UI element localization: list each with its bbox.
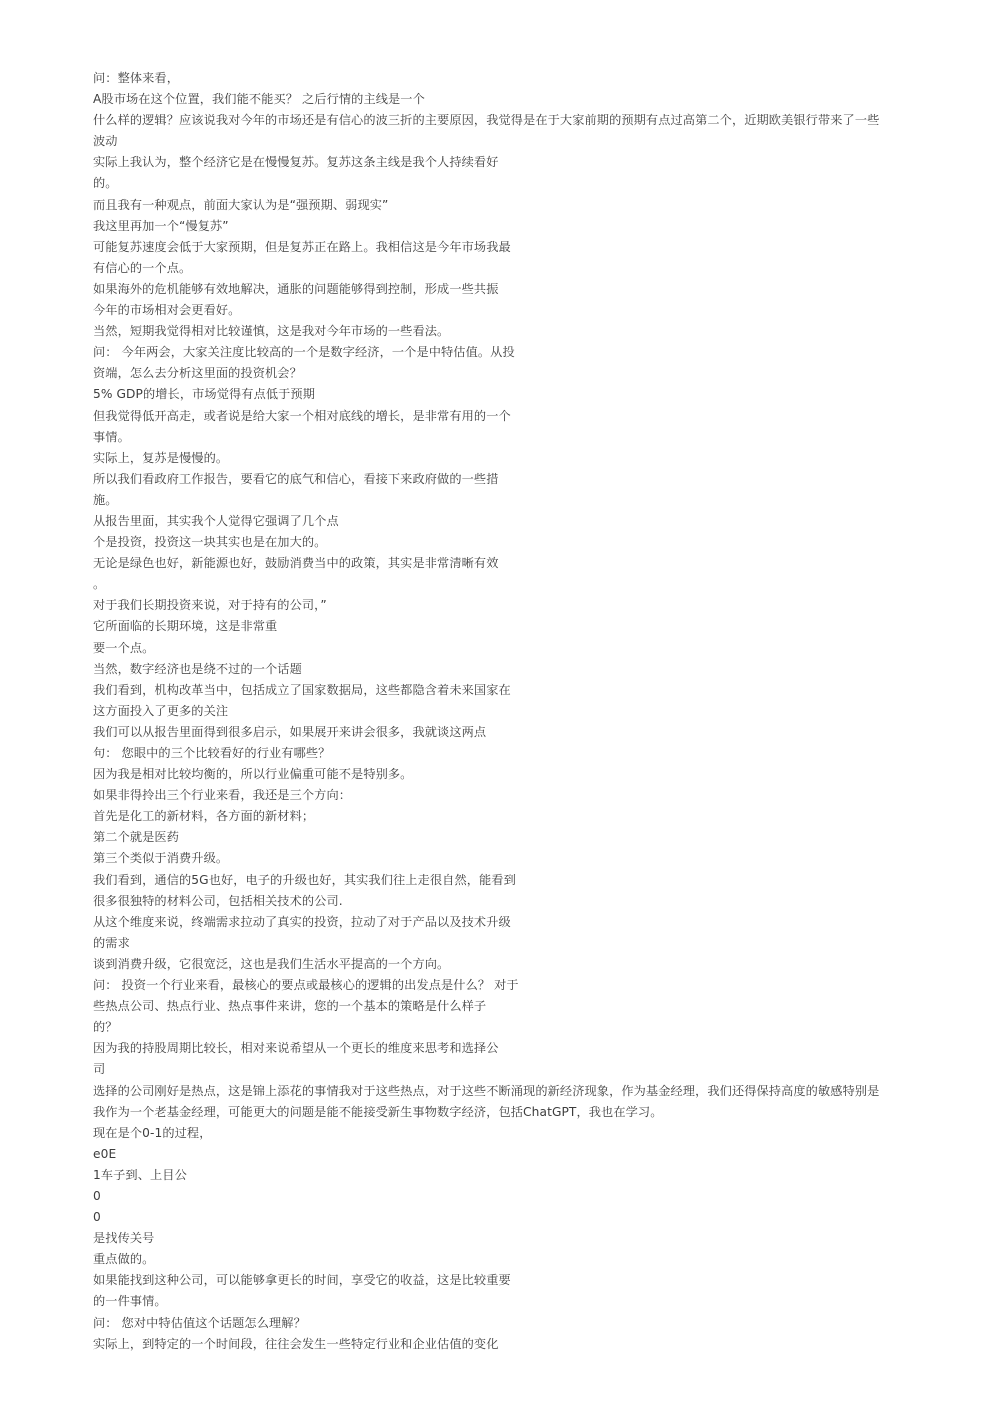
- text-line: 。: [93, 577, 106, 592]
- text-line: 它所面临的长期环境，这是非常重: [93, 619, 278, 634]
- text-line: 些热点公司、热点行业、热点事件来讲，您的一个基本的策略是什么样子: [93, 999, 487, 1014]
- text-line: 问： 您对中特估值这个话题怎么理解？: [93, 1315, 306, 1330]
- text-line: 的。: [93, 176, 118, 191]
- text-line: 首先是化工的新材料，各方面的新材料；: [93, 809, 315, 824]
- text-line: 事情。: [93, 429, 130, 444]
- text-line: 很多很独特的材料公司，包括相关技术的公司.: [93, 893, 343, 908]
- text-line: 我们看到，通信的5G也好，电子的升级也好，其实我们往上走很自然，能看到: [93, 872, 516, 887]
- text-line: 0: [93, 1210, 101, 1225]
- text-line: 因为我是相对比较均衡的，所以行业偏重可能不是特别多。: [93, 767, 413, 782]
- text-line: 司: [93, 1062, 106, 1077]
- text-line: 我这里再加一个“慢复苏”: [93, 218, 229, 233]
- text-line: 当然，数字经济也是绕不过的一个话题: [93, 661, 302, 676]
- text-line: A股市场在这个位置，我们能不能买？ 之后行情的主线是一个: [93, 92, 425, 107]
- document-body: [93, 68, 963, 1355]
- text-line: 重点做的。: [93, 1252, 155, 1267]
- text-line: 我们可以从报告里面得到很多启示，如果展开来讲会很多，我就谈这两点: [93, 724, 487, 739]
- text-line: 所以我们看政府工作报告，要看它的底气和信心，看接下来政府做的一些措: [93, 471, 499, 486]
- text-line: 的一件事情。: [93, 1294, 167, 1309]
- text-line: 问： 投资一个行业来看，最核心的要点或最核心的逻辑的出发点是什么？ 对于: [93, 978, 519, 993]
- text-line: 实际上我认为，整个经济它是在慢慢复苏。复苏这条主线是我个人持续看好: [93, 155, 499, 170]
- text-line: 问： 今年两会，大家关注度比较高的一个是数字经济，一个是中特估值。从投: [93, 345, 515, 360]
- text-line: 从报告里面，其实我个人觉得它强调了几个点: [93, 513, 339, 528]
- text-line: 如果能找到这种公司，可以能够拿更长的时间，享受它的收益，这是比较重要: [93, 1273, 511, 1288]
- text-line: 实际上，到特定的一个时间段，往往会发生一些特定行业和企业估值的变化: [93, 1336, 499, 1351]
- text-line: 如果海外的危机能够有效地解决，通胀的问题能够得到控制，形成一些共振: [93, 281, 499, 296]
- text-line: 0: [93, 1188, 101, 1203]
- text-line: 的？: [93, 1020, 118, 1035]
- text-line: 什么样的逻辑？应该说我对今年的市场还是有信心的波三折的主要原因，我觉得是在于大家前期的预期有点过高第二个，近期欧美银行带来了一些: [93, 113, 880, 128]
- text-line: 无论是绿色也好，新能源也好，鼓励消费当中的政策，其实是非常清晰有效: [93, 556, 499, 571]
- text-line: 这方面投入了更多的关注: [93, 703, 229, 718]
- text-line: 谈到消费升级，它很宽泛，这也是我们生活水平提高的一个方向。: [93, 956, 450, 971]
- text-line: 1车子到、上目公: [93, 1167, 187, 1182]
- text-line: 我作为一个老基金经理，可能更大的问题是能不能接受新生事物数字经济，包括ChatGPT，我也在学习。: [93, 1104, 663, 1119]
- text-line: 从这个维度来说，终端需求拉动了真实的投资，拉动了对于产品以及技术升级: [93, 914, 511, 929]
- text-line: 5% GDP的增长，市场觉得有点低于预期: [93, 387, 316, 402]
- text-line: 但我觉得低开高走，或者说是给大家一个相对底线的增长，是非常有用的一个: [93, 408, 511, 423]
- text-line: 因为我的持股周期比较长，相对来说希望从一个更长的维度来思考和选择公: [93, 1041, 499, 1056]
- text-line: 问：整体来看，: [93, 71, 180, 85]
- text-line: 而且我有一种观点，前面大家认为是“强预期、弱现实”: [93, 197, 389, 212]
- text-line: 资端，怎么去分析这里面的投资机会？: [93, 366, 302, 381]
- text-line: 如果非得拎出三个行业来看，我还是三个方向：: [93, 788, 352, 803]
- text-line: 我们看到，机构改革当中，包括成立了国家数据局，这些都隐含着未来国家在: [93, 682, 511, 697]
- text-line: 的需求: [93, 935, 130, 950]
- text-line: 今年的市场相对会更看好。: [93, 303, 241, 318]
- text-line: 第三个类似于消费升级。: [93, 851, 229, 866]
- text-line: e0E: [93, 1146, 117, 1161]
- text-line: 第二个就是医药: [93, 830, 180, 845]
- text-line: 现在是个0-1的过程，: [93, 1125, 212, 1140]
- text-line: 当然，短期我觉得相对比较谨慎，这是我对今年市场的一些看法。: [93, 324, 450, 339]
- text-line: 施。: [93, 492, 118, 507]
- text-line: 对于我们长期投资来说，对于持有的公司，”: [93, 598, 327, 613]
- text-line: 实际上，复苏是慢慢的。: [93, 450, 229, 465]
- text-line: 个是投资，投资这一块其实也是在加大的。: [93, 535, 327, 550]
- text-line: 是找传关号: [93, 1231, 155, 1246]
- text-line: 可能复苏速度会低于大家预期，但是复苏正在路上。我相信这是今年市场我最: [93, 239, 511, 254]
- text-line: 有信心的一个点。: [93, 260, 192, 275]
- text-line: 句： 您眼中的三个比较看好的行业有哪些？: [93, 746, 331, 760]
- text-line: 波动: [93, 134, 118, 149]
- text-line: 要一个点。: [93, 640, 155, 655]
- text-line: 选择的公司刚好是热点，这是锦上添花的事情我对于这些热点，对于这些不断涌现的新经济现象，作为基金经理，我们还得保持高度的敏感特别是: [93, 1083, 880, 1098]
